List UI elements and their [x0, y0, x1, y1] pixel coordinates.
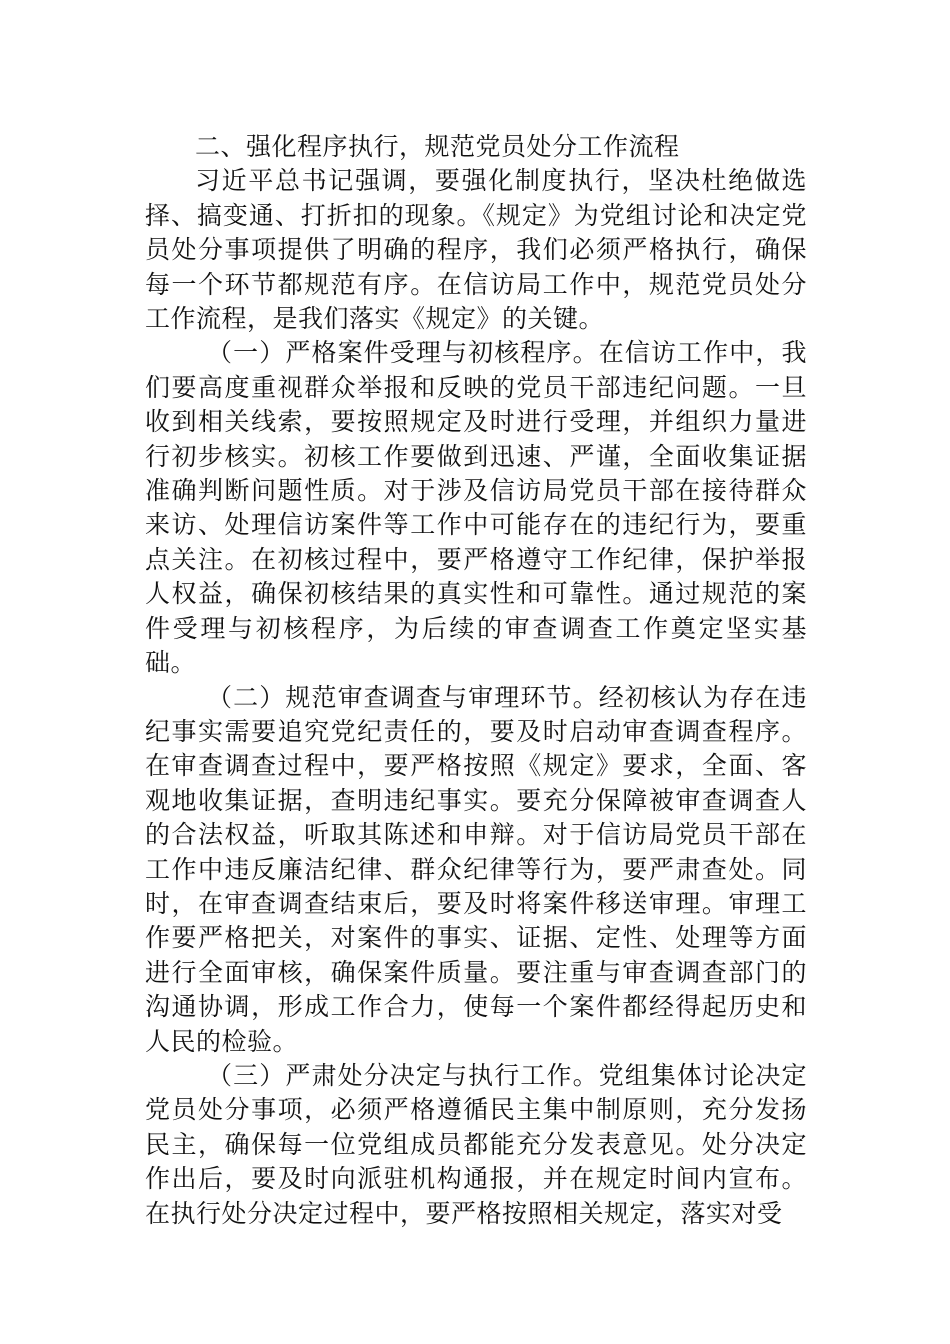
- section-heading: 二、强化程序执行，规范党员处分工作流程: [195, 132, 680, 161]
- paragraph-case-acceptance: （一）严格案件受理与初核程序。在信访工作中，我们要高度重视群众举报和反映的党员干部违纪问题。一旦收到相关线索，要按照规定及时进行受理，并组织力量进行初步核实。初核工作要做到迅速、严谨，全面收集证据准确判断问题性质。对于涉及信访局党员干部在接待群众来访、处理信访案件等工作中可能存在的违纪行为，要重点关注。在初核过程中，要严格遵守工作纪律，保护举报人权益，确保初核结果的真实性和可靠性。通过规范的案件受理与初核程序，为后续的审查调查工作奠定坚实基础。: [145, 338, 807, 678]
- paragraph-disciplinary-decision: （三）严肃处分决定与执行工作。党组集体讨论决定党员处分事项，必须严格遵循民主集中制原则，充分发扬民主，确保每一位党组成员都能充分发表意见。处分决定作出后，要及时向派驻机构通报，并在规定时间内宣布。在执行处分决定过程中，要严格按照相关规定，落实对受: [145, 1060, 807, 1228]
- document-body: [145, 130, 807, 1231]
- paragraph-investigation-review: （二）规范审查调查与审理环节。经初核认为存在违纪事实需要追究党纪责任的，要及时启动审查调查程序。在审查调查过程中，要严格按照《规定》要求，全面、客观地收集证据，查明违纪事实。要充分保障被审查调查人的合法权益，听取其陈述和申辩。对于信访局党员干部在工作中违反廉洁纪律、群众纪律等行为，要严肃查处。同时，在审查调查结束后，要及时将案件移送审理。审理工作要严格把关，对案件的事实、证据、定性、处理等方面进行全面审核，确保案件质量。要注重与审查调查部门的沟通协调，形成工作合力，使每一个案件都经得起历史和人民的检验。: [145, 682, 807, 1056]
- paragraph-intro: 习近平总书记强调，要强化制度执行，坚决杜绝做选择、搞变通、打折扣的现象。《规定》为党组讨论和决定党员处分事项提供了明确的程序，我们必须严格执行，确保每一个环节都规范有序。在信访局工作中，规范党员处分工作流程，是我们落实《规定》的关键。: [145, 166, 807, 334]
